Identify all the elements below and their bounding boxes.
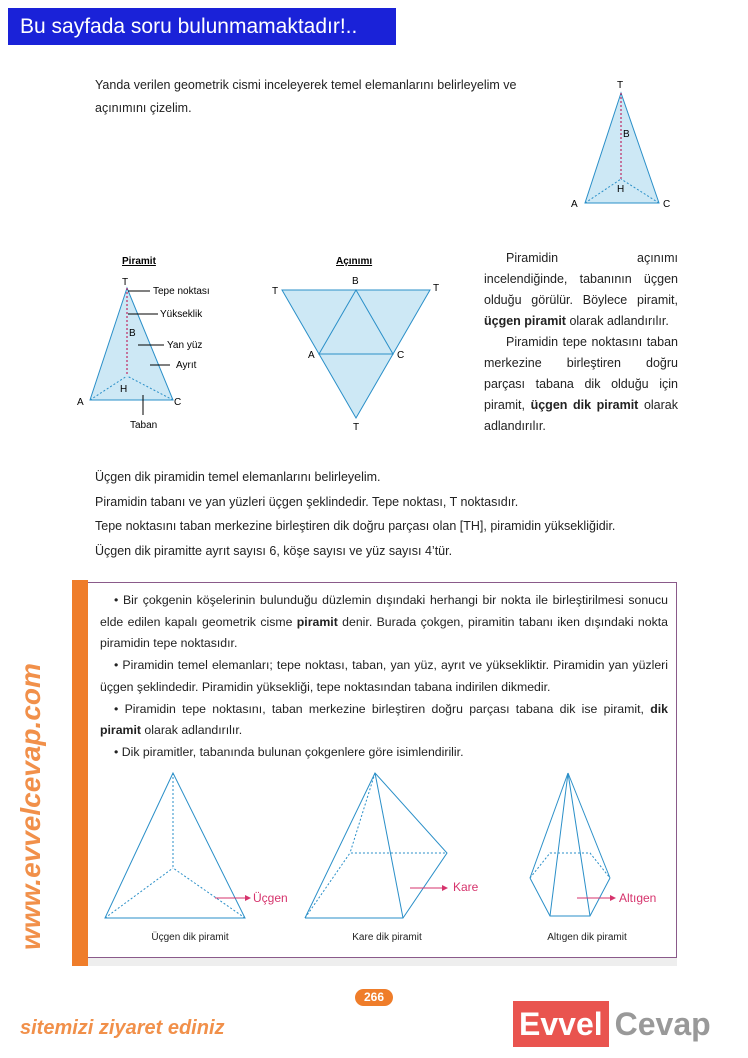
pyramid-examples [95, 768, 675, 928]
intro-text: Yanda verilen geometrik cismi inceleyerek temel elemanlarını belirleyelim ve açınımını çizelim. [95, 78, 517, 115]
watermark: www.evvelcevap.com [15, 663, 46, 950]
vertex-a-label: A [308, 350, 315, 361]
vertex-c-label: C [397, 350, 405, 361]
element-list: Üçgen dik piramidin temel elemanlarını belirleyelim. Piramidin tabanı ve yan yüzleri üçgen şeklindedir. Tepe noktası, T noktasıdır. Tepe noktasını taban merkezine birleştiren dik doğru parçası olan [TH], piramidin yüksekliğidir. Üçgen dik piramitte ayrıt sayısı 6, köşe sayısı ve yüz sayısı 4’tür. [95, 470, 616, 558]
example-caption: Kare dik piramit [352, 932, 422, 943]
watermark-2: sitemizi ziyaret ediniz [20, 1017, 225, 1039]
hexagonal-pyramid [530, 773, 610, 916]
triangular-pyramid [105, 773, 245, 918]
top-pyramid-figure [565, 75, 685, 215]
example-caption: Üçgen dik piramit [151, 932, 229, 943]
label-apex: Tepe noktası [153, 286, 210, 297]
base-label: Üçgen [253, 891, 288, 905]
point-h-label: H [120, 384, 128, 395]
net-figure [268, 250, 448, 435]
point-b-label: B [623, 129, 630, 140]
vertex-t-label: T [617, 80, 624, 91]
example-caption: Altıgen dik piramit [547, 932, 627, 943]
point-h-label: H [617, 184, 625, 195]
vertex-t-label: T [353, 422, 360, 433]
vertex-a-label: A [571, 199, 578, 210]
label-edge: Ayrıt [176, 360, 197, 371]
page-banner: Bu sayfada soru bulunmamaktadır!.. [8, 8, 396, 45]
vertex-t-label: T [122, 277, 129, 288]
square-pyramid [305, 773, 447, 918]
vertex-a-label: A [77, 397, 84, 408]
point-b-label: B [129, 328, 136, 339]
site-logo: Evvel Cevap [513, 999, 711, 1049]
label-height: Yükseklik [160, 309, 203, 320]
vertex-t-label: T [433, 283, 440, 294]
page-number: 266 [355, 989, 393, 1006]
vertex-t-label: T [272, 286, 279, 297]
base-label: Altıgen [619, 891, 657, 905]
label-base: Taban [130, 420, 158, 431]
vertex-b-label: B [352, 276, 359, 287]
figure-title: Piramit [122, 256, 156, 267]
info-box-accent [72, 580, 88, 966]
base-label: Kare [453, 880, 479, 894]
vertex-c-label: C [174, 397, 182, 408]
figure-title: Açınımı [336, 256, 373, 267]
pyramid-elements-figure [70, 250, 250, 435]
label-face: Yan yüz [167, 340, 203, 351]
vertex-c-label: C [663, 199, 671, 210]
side-explanation: Piramidin açınımı incelendiğinde, tabanının üçgen olduğu görülür. Böylece piramit, üçgen piramit olarak adlandırılır. Piramidin tepe noktasını taban merkezine birleştiren doğru parçası tabana dik olduğu için piramit, üçgen dik piramit olarak adlandırılır. [484, 251, 678, 433]
info-bullets: • Bir çokgenin köşelerinin bulunduğu düzlemin dışındaki herhangi bir nokta ile birleştirilmesi sonucu elde edilen kapalı geometrik cisme piramit denir. Burada çokgen, piramitin tabanı iken dışındaki nokta piramidin tepe noktasıdır. • Piramidin temel elemanları; tepe noktası, taban, yan yüz, ayrıt ve yüksekliktir. Piramidin yan yüzleri üçgen şeklindedir. Piramidin yüksekliği, tepe noktasından tabana indirilen dikmedir. • Piramidin tepe noktasını, taban merkezine birleştiren doğru parçası tabana dik ise piramit, dik piramit olarak adlandırılır. • Dik piramitler, tabanında bulunan çokgenlere göre isimlendirilir. [100, 593, 668, 759]
